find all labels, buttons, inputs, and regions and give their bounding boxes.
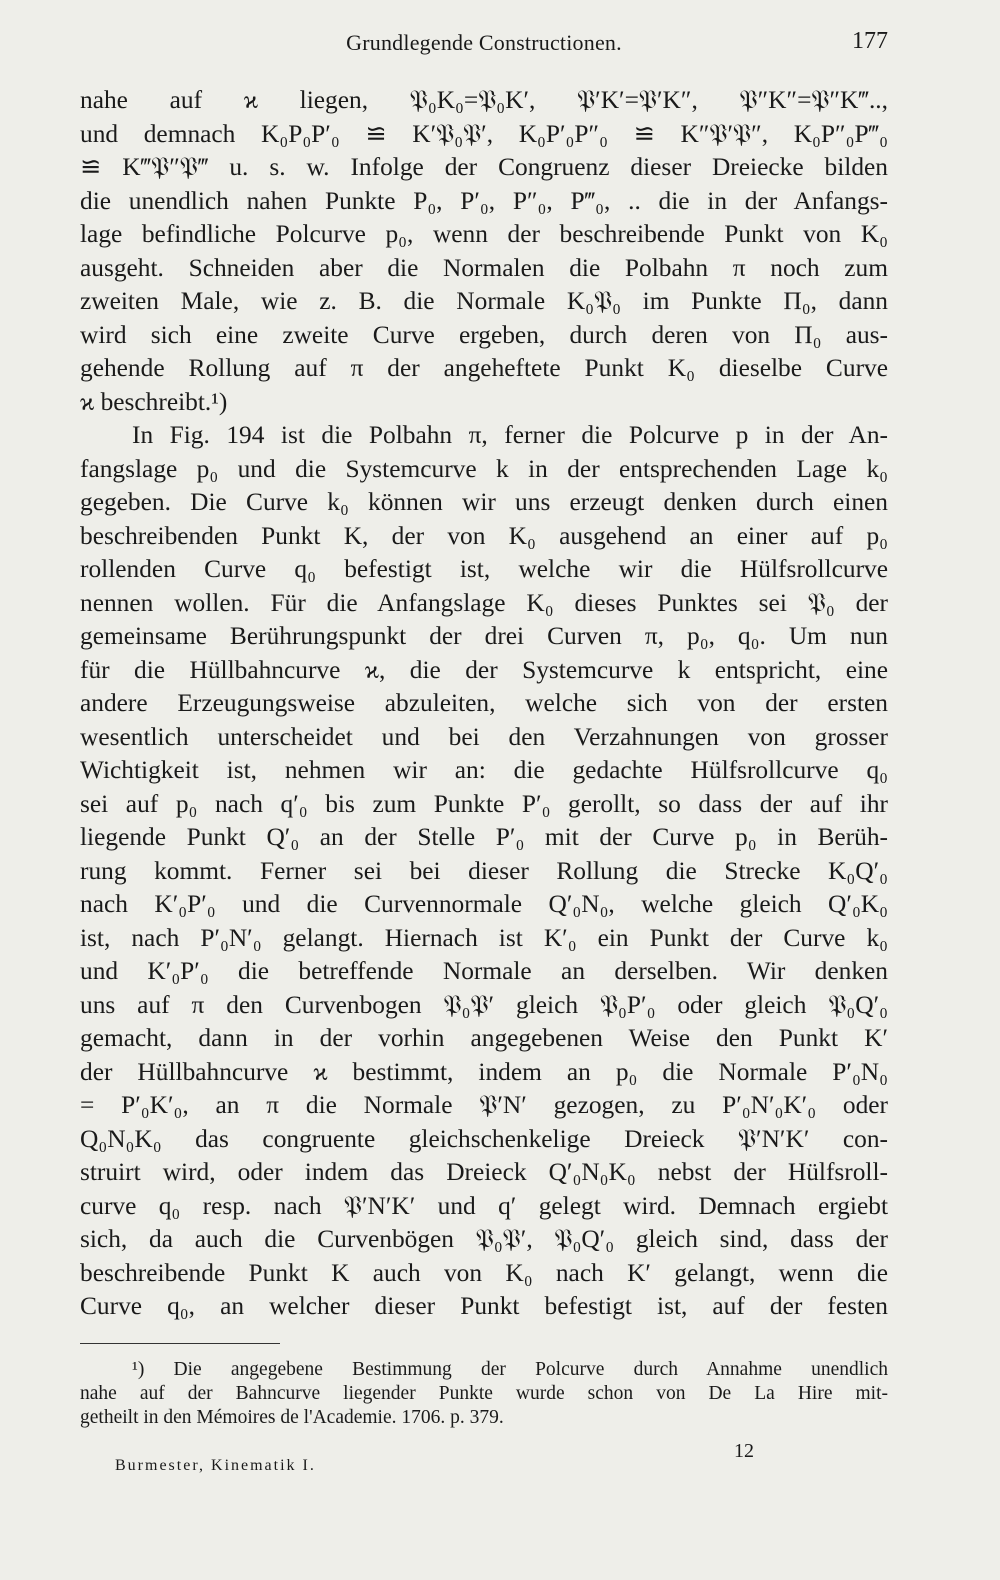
text-line: liegende Punkt Q′₀ an der Stelle P′₀ mit der Curve p₀ in Berüh- <box>80 823 888 851</box>
text-line: ϰ beschreibt.¹) <box>80 387 228 416</box>
body-text <box>80 84 888 1324</box>
text-line: rollenden Curve q₀ befestigt ist, welche wir die Hülfsrollcurve <box>80 555 888 583</box>
text-line: Q₀N₀K₀ das congruente gleichschenkelige Dreieck 𝔓′N′K′ con- <box>80 1124 888 1153</box>
footnote-line: nahe auf der Bahncurve liegender Punkte wurde schon von De La Hire mit- <box>80 1383 888 1404</box>
text-line: zweiten Male, wie z. B. die Normale K₀𝔓₀ im Punkte Π₀, dann <box>80 287 888 315</box>
text-line: lage befindliche Polcurve p₀, wenn der beschreibende Punkt von K₀ <box>80 220 888 248</box>
text-line: gegeben. Die Curve k₀ können wir uns erzeugt denken durch einen <box>80 488 888 516</box>
sheet-number: 12 <box>734 1440 754 1462</box>
page-header <box>80 28 888 58</box>
footnote <box>80 1358 888 1430</box>
text-line: curve q₀ resp. nach 𝔓′N′K′ und q′ gelegt wird. Demnach ergiebt <box>80 1191 888 1220</box>
printer-signature: Burmester, Kinematik I. <box>115 1457 316 1474</box>
text-line: andere Erzeugungsweise abzuleiten, welche sich von der ersten <box>80 689 888 717</box>
text-line: Wichtigkeit ist, nehmen wir an: die gedachte Hülfsrollcurve q₀ <box>80 756 888 784</box>
text-line: und K′₀P′₀ die betreffende Normale an derselben. Wir denken <box>80 957 888 985</box>
page-number: 177 <box>852 28 888 54</box>
text-line: und demnach K₀P₀P′₀ ≌ K′𝔓₀𝔓′, K₀P′₀P″₀ ≌ K″𝔓′𝔓″, K₀P″₀P‴₀ <box>80 119 888 148</box>
text-line: für die Hüllbahncurve ϰ, die der Systemcurve k entspricht, eine <box>80 655 888 684</box>
text-line: wird sich eine zweite Curve ergeben, durch deren von Π₀ aus- <box>80 320 888 349</box>
text-line: beschreibende Punkt K auch von K₀ nach K′ gelangt, wenn die <box>80 1258 888 1287</box>
footnote-rule <box>80 1343 280 1344</box>
text-line: ≌ K‴𝔓″𝔓‴ u. s. w. Infolge der Congruenz dieser Dreiecke bilden <box>80 153 888 181</box>
text-line: nach K′₀P′₀ und die Curvennormale Q′₀N₀, welche gleich Q′₀K₀ <box>80 890 888 918</box>
footnote-line: ¹) Die angegebene Bestimmung der Polcurve durch Annahme unendlich <box>132 1359 888 1380</box>
text-line: nennen wollen. Für die Anfangslage K₀ dieses Punktes sei 𝔓₀ der <box>80 588 888 617</box>
running-title: Grundlegende Constructionen. <box>346 30 622 55</box>
text-line: ist, nach P′₀N′₀ gelangt. Hiernach ist K′₀ ein Punkt der Curve k₀ <box>80 923 888 952</box>
text-line: nahe auf ϰ liegen, 𝔓₀K₀=𝔓₀K′, 𝔓′K′=𝔓′K″, 𝔓″K″=𝔓″K‴.., <box>80 86 888 114</box>
text-line: der Hüllbahncurve ϰ bestimmt, indem an p₀ die Normale P′₀N₀ <box>80 1057 888 1086</box>
text-line: gemeinsame Berührungspunkt der drei Curven π, p₀, q₀. Um nun <box>80 622 888 650</box>
text-line: gehende Rollung auf π der angeheftete Punkt K₀ dieselbe Curve <box>80 354 888 382</box>
text-line: In Fig. 194 ist die Polbahn π, ferner die Polcurve p in der An- <box>132 421 888 449</box>
text-line: die unendlich nahen Punkte P₀, P′₀, P″₀, P‴₀, .. die in der Anfangs- <box>80 186 888 215</box>
text-line: Curve q₀, an welcher dieser Punkt befestigt ist, auf der festen <box>80 1292 888 1320</box>
text-line: beschreibenden Punkt K, der von K₀ ausgehend an einer auf p₀ <box>80 521 888 550</box>
text-line: rung kommt. Ferner sei bei dieser Rollung die Strecke K₀Q′₀ <box>80 856 888 885</box>
text-line: gemacht, dann in der vorhin angegebenen Weise den Punkt K′ <box>80 1024 888 1052</box>
text-line: uns auf π den Curvenbogen 𝔓₀𝔓′ gleich 𝔓₀P′₀ oder gleich 𝔓₀Q′₀ <box>80 990 888 1019</box>
text-line: wesentlich unterscheidet und bei den Verzahnungen von grosser <box>80 722 888 751</box>
text-line: sei auf p₀ nach q′₀ bis zum Punkte P′₀ gerollt, so dass der auf ihr <box>80 789 888 818</box>
text-line: struirt wird, oder indem das Dreieck Q′₀N₀K₀ nebst der Hülfsroll- <box>80 1158 888 1186</box>
text-line: ausgeht. Schneiden aber die Normalen die Polbahn π noch zum <box>80 253 888 282</box>
text-line: sich, da auch die Curvenbögen 𝔓₀𝔓′, 𝔓₀Q′₀ gleich sind, dass der <box>80 1225 888 1253</box>
footnote-line: getheilt in den Mémoires de l'Academie. 1706. p. 379. <box>80 1407 504 1428</box>
text-line: fangslage p₀ und die Systemcurve k in der entsprechenden Lage k₀ <box>80 454 888 483</box>
text-line: = P′₀K′₀, an π die Normale 𝔓′N′ gezogen, zu P′₀N′₀K′₀ oder <box>80 1091 888 1119</box>
